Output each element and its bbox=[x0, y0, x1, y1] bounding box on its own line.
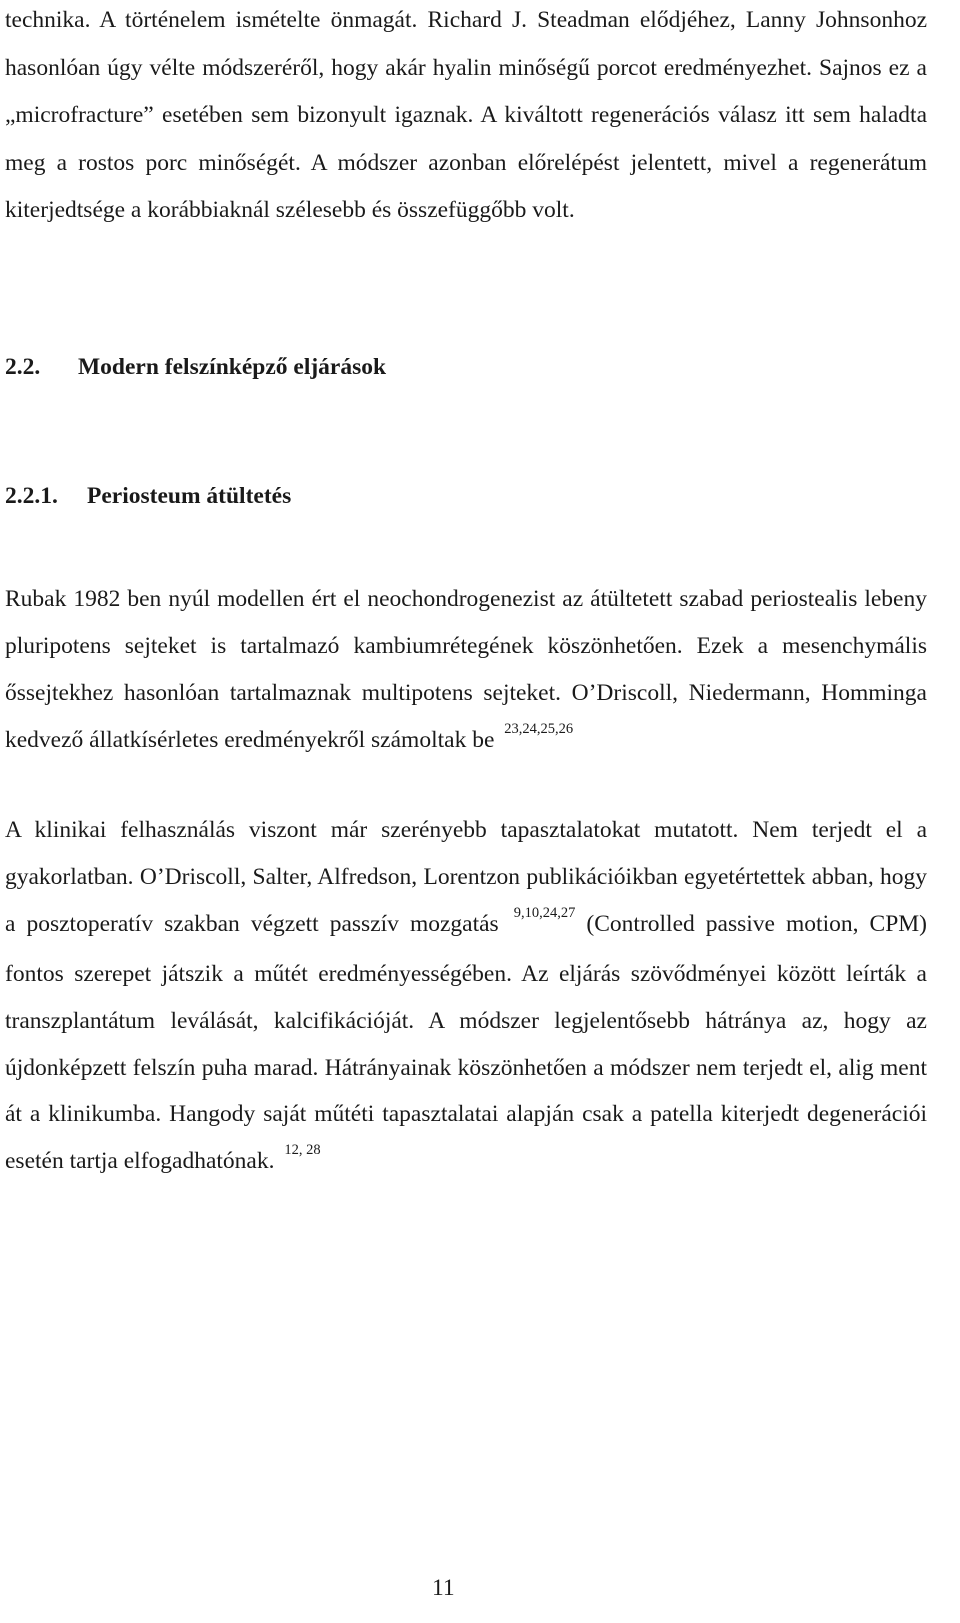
paragraph-text-a: A klinikai felhasználás viszont már szerényebb tapasztalatokat mutatott. Nem terjedt el a gyakorlatban. O’Driscoll, Salter, Alfredson, Lorentzon publikációikban egyetértettek abban, hogy a posztoperatív szakban végzett passzív mozgatás bbox=[5, 817, 927, 937]
subsection-title: Periosteum átültetés bbox=[87, 483, 292, 509]
subsection-number: 2.2.1. bbox=[5, 483, 58, 509]
paragraph-animal-studies bbox=[5, 576, 927, 767]
section-title: Modern felszínképző eljárások bbox=[78, 354, 387, 380]
citation-reference: 12, 28 bbox=[284, 1142, 321, 1159]
subsection-heading-periosteum bbox=[5, 483, 291, 510]
paragraph-clinical-use bbox=[5, 807, 927, 1188]
citation-reference: 23,24,25,26 bbox=[504, 720, 574, 737]
document-page bbox=[5, 0, 927, 1623]
paragraph-text: Rubak 1982 ben nyúl modellen ért el neochondrogenezist az átültetett szabad periostealis lebeny pluripotens sejteket is tartalmazó kambiumrétegének köszönhetően. Ezek a mesenchymális őssejtekhez hasonlóan tartalmaznak multipotens sejteket. O’Driscoll, Niedermann, Homminga kedvező állatkísérletes eredményekről számoltak be bbox=[5, 586, 927, 753]
paragraph-text-b: (Controlled passive motion, CPM) fontos szerepet játszik a műtét eredményességében. Az eljárás szövődményei között leírták a transzplantátum leválását, kalcifikációját. A módszer legjelentősebb hátránya az, hogy az újdonképzett felszín puha marad. Hátrányainak köszönhetően a módszer nem terjedt el, alig ment át a klinikumba. Hangody saját műtéti tapasztalatai alapján csak a patella kiterjedt degenerációi esetén tartja elfogadhatónak. bbox=[5, 910, 927, 1175]
section-number: 2.2. bbox=[5, 354, 41, 380]
citation-reference: 9,10,24,27 bbox=[513, 904, 576, 921]
section-heading-modern-procedures bbox=[5, 354, 386, 381]
paragraph-regeneration: technika. A történelem ismételte önmagát. Richard J. Steadman elődjéhez, Lanny Johnsonhoz hasonlóan úgy vélte módszeréről, hogy akár hyalin minőségű porcot eredményezhet. Sajnos ez a „microfracture” esetében sem bizonyult igaznak. A kiváltott regenerációs válasz itt sem haladta meg a rostos porc minőségét. A módszer azonban előrelépést jelentett, mivel a regenerátum kiterjedtsége a korábbiaknál szélesebb és összefüggőbb volt. bbox=[5, 7, 927, 224]
page-number: 11 bbox=[432, 1575, 455, 1601]
